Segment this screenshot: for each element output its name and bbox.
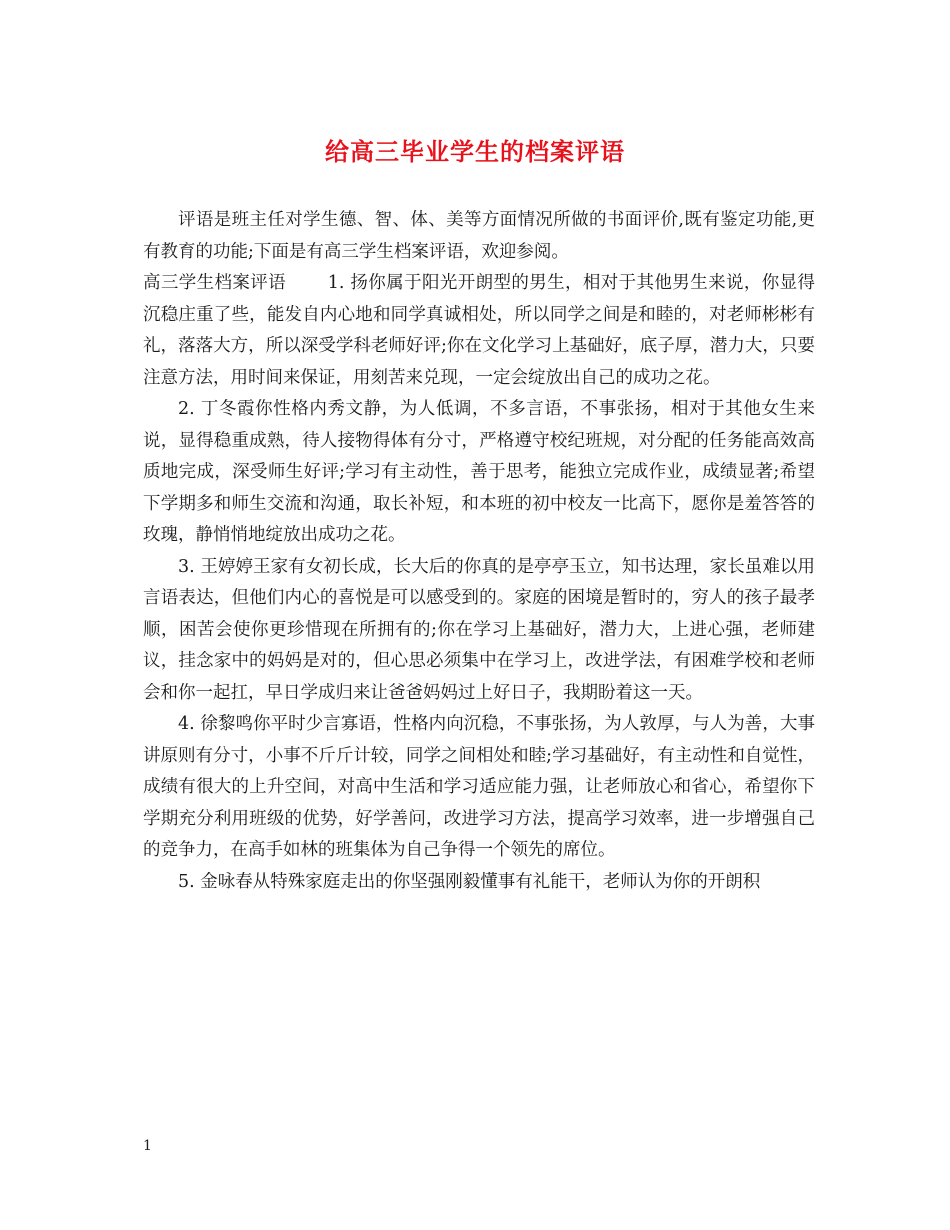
paragraph-comment-3: 3. 王婷婷王家有女初长成，长大后的你真的是亭亭玉立，知书达理，家长虽难以用言语表达，但他们内心的喜悦是可以感受到的。家庭的困境是暂时的，穷人的孩子最孝顺，困苦会使你更珍惜现在所拥有的;你在学习上基础好，潜力大，上进心强，老师建议，挂念家中的妈妈是对的，但心思必须集中在学习上，改进学法，有困难学校和老师会和你一起扛，早日学成归来让爸爸妈妈过上好日子，我期盼着这一天。 (143, 556, 815, 703)
document-body (143, 205, 815, 898)
document-title: 给高三毕业学生的档案评语 (325, 137, 625, 166)
paragraph-comment-5: 5. 金咏春从特殊家庭走出的你坚强刚毅懂事有礼能干，老师认为你的开朗积 (178, 871, 761, 892)
page-number: 1 (143, 1138, 152, 1154)
paragraph-intro: 评语是班主任对学生德、智、体、美等方面情况所做的书面评价,既有鉴定功能,更有教育的功能;下面是有高三学生档案评语，欢迎参阅。 (143, 210, 815, 262)
paragraph-comment-4: 4. 徐黎鸣你平时少言寡语，性格内向沉稳，不事张扬，为人敦厚，与人为善，大事讲原则有分寸，小事不斤斤计较，同学之间相处和睦;学习基础好，有主动性和自觉性，成绩有很大的上升空间，对高中生活和学习适应能力强，让老师放心和省心，希望你下学期充分利用班级的优势，好学善问，改进学习方法，提高学习效率，进一步增强自己的竞争力，在高手如林的班集体为自己争得一个领先的席位。 (143, 714, 815, 860)
paragraph-comment-2: 2. 丁冬霞你性格内秀文静，为人低调，不多言语，不事张扬，相对于其他女生来说，显得稳重成熟，待人接物得体有分寸，严格遵守校纪班规，对分配的任务能高效高质地完成，深受师生好评;学习有主动性，善于思考，能独立完成作业，成绩显著;希望下学期多和师生交流和沟通，取长补短，和本班的初中校友一比高下，愿你是羞答答的玫瑰，静悄悄地绽放出成功之花。 (143, 399, 815, 545)
paragraph-comment-1: 高三学生档案评语 1. 扬你属于阳光开朗型的男生，相对于其他男生来说，你显得沉稳庄重了些，能发自内心地和同学真诚相处，所以同学之间是和睦的，对老师彬彬有礼，落落大方，所以深受学科老师好评;你在文化学习上基础好，底子厚，潜力大，只要注意方法，用时间来保证，用刻苦来兑现，一定会绽放出自己的成功之花。 (143, 273, 815, 388)
